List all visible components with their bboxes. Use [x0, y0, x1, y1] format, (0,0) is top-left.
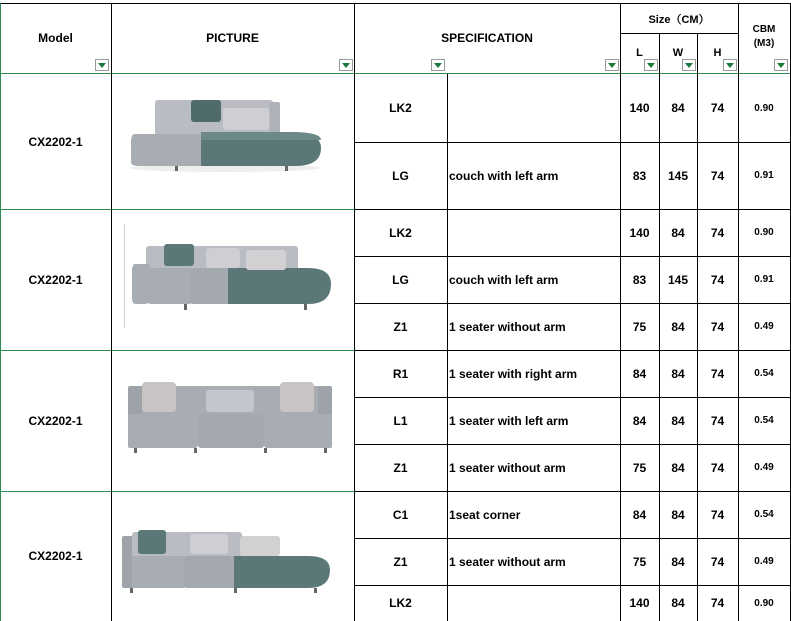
grid-line: [111, 3, 112, 621]
grid-line: [738, 3, 739, 621]
height-cell: 74: [710, 225, 725, 240]
filter-dropdown-l[interactable]: [644, 59, 658, 71]
header-model: Model: [38, 31, 73, 45]
cbm-cell: 0.91: [754, 170, 774, 181]
grid-accent-line: [0, 491, 354, 492]
part-code-cell: Z1: [393, 460, 408, 475]
grid-line: [354, 3, 355, 621]
height-cell: 74: [710, 507, 725, 522]
part-code-cell: C1: [392, 507, 409, 522]
grid-line: [659, 33, 660, 621]
header-h: H: [713, 47, 722, 59]
width-cell: 84: [671, 596, 685, 610]
length-cell: 84: [632, 507, 647, 522]
description-cell: 1 seater with right arm: [449, 366, 578, 381]
sofa-image-1: [125, 92, 325, 174]
cbm-cell: 0.49: [754, 321, 774, 332]
grid-line: [697, 33, 698, 621]
filter-dropdown-h[interactable]: [723, 59, 737, 71]
grid-accent-line: [0, 3, 1, 621]
header-picture: PICTURE: [206, 31, 259, 45]
cbm-cell: 0.54: [754, 415, 774, 426]
header-size: Size（CM）: [648, 14, 710, 26]
filter-dropdown-icon: [342, 63, 350, 68]
width-cell: 145: [667, 168, 689, 183]
grid-line: [620, 33, 738, 34]
grid-accent-line: [0, 73, 790, 74]
grid-line: [354, 397, 790, 398]
description-cell: [449, 585, 620, 621]
filter-dropdown-model[interactable]: [95, 59, 109, 71]
width-cell: 84: [671, 225, 685, 240]
width-cell: 84: [671, 507, 685, 522]
filter-dropdown-icon: [777, 63, 785, 68]
width-cell: 84: [671, 101, 685, 115]
model-cell: CX2202-1: [28, 549, 83, 563]
grid-line: [354, 350, 790, 351]
description-cell: couch with left arm: [449, 272, 559, 287]
description-cell: [449, 74, 620, 142]
width-cell: 84: [671, 366, 685, 381]
header-l: L: [636, 47, 643, 59]
picture-divider: [124, 224, 125, 328]
grid-line: [447, 74, 448, 621]
length-cell: 140: [629, 101, 650, 115]
part-code-cell: LK2: [389, 101, 412, 115]
height-cell: 74: [710, 101, 725, 115]
grid-line: [0, 3, 790, 4]
sofa-image-3: [124, 378, 336, 454]
description-cell: 1 seater with left arm: [449, 413, 569, 428]
header-specification: SPECIFICATION: [441, 31, 533, 45]
grid-line: [620, 3, 621, 621]
model-cell: CX2202-1: [28, 272, 83, 287]
filter-dropdown-specification[interactable]: [605, 59, 619, 71]
sofa-image-2: [128, 238, 333, 314]
grid-line: [354, 142, 790, 143]
cbm-cell: 0.54: [754, 509, 774, 520]
description-cell: couch with left arm: [449, 168, 559, 183]
height-cell: 74: [710, 460, 725, 475]
filter-dropdown-icon: [434, 63, 442, 68]
cbm-cell: 0.49: [754, 462, 774, 473]
filter-dropdown-code[interactable]: [431, 59, 445, 71]
filter-dropdown-icon: [685, 63, 693, 68]
height-cell: 74: [710, 554, 725, 569]
part-code-cell: Z1: [393, 554, 408, 569]
part-code-cell: LK2: [389, 596, 412, 610]
filter-dropdown-cbm[interactable]: [774, 59, 788, 71]
length-cell: 83: [632, 168, 647, 183]
filter-dropdown-icon: [726, 63, 734, 68]
length-cell: 75: [632, 554, 647, 569]
grid-accent-line: [0, 209, 354, 210]
filter-dropdown-icon: [608, 63, 616, 68]
sofa-image-4: [118, 526, 332, 594]
cbm-cell: 0.90: [754, 102, 774, 114]
grid-line: [354, 491, 790, 492]
height-cell: 74: [710, 272, 725, 287]
cbm-cell: 0.90: [754, 227, 774, 238]
length-cell: 140: [629, 596, 650, 610]
filter-dropdown-icon: [647, 63, 655, 68]
height-cell: 74: [710, 319, 725, 334]
width-cell: 84: [671, 554, 685, 569]
length-cell: 84: [632, 366, 647, 381]
cbm-cell: 0.91: [754, 274, 774, 285]
filter-dropdown-picture[interactable]: [339, 59, 353, 71]
height-cell: 74: [710, 596, 725, 610]
description-cell: 1 seater without arm: [449, 554, 566, 569]
header-cbm-unit: (M3): [753, 37, 775, 49]
filter-dropdown-w[interactable]: [682, 59, 696, 71]
part-code-cell: Z1: [393, 319, 408, 334]
height-cell: 74: [710, 366, 725, 381]
header-cbm: CBM: [752, 23, 776, 35]
grid-line: [354, 256, 790, 257]
grid-line: [354, 444, 790, 445]
width-cell: 84: [671, 413, 685, 428]
width-cell: 84: [671, 460, 685, 475]
description-cell: 1 seater without arm: [449, 460, 566, 475]
height-cell: 74: [710, 168, 725, 183]
header-w: W: [672, 47, 684, 59]
length-cell: 140: [629, 225, 650, 240]
description-cell: [449, 209, 620, 256]
model-cell: CX2202-1: [28, 413, 83, 428]
width-cell: 145: [667, 272, 689, 287]
cbm-cell: 0.54: [754, 368, 774, 379]
grid-line: [354, 209, 790, 210]
part-code-cell: LG: [392, 168, 409, 183]
cbm-cell: 0.49: [754, 556, 774, 567]
part-code-cell: LG: [392, 272, 409, 287]
length-cell: 75: [632, 460, 647, 475]
width-cell: 84: [671, 319, 685, 334]
height-cell: 74: [710, 413, 725, 428]
length-cell: 84: [632, 413, 647, 428]
grid-line: [354, 585, 790, 586]
length-cell: 75: [632, 319, 647, 334]
grid-line: [354, 303, 790, 304]
cbm-cell: 0.90: [754, 597, 774, 609]
description-cell: 1 seater without arm: [449, 319, 566, 334]
description-cell: 1seat corner: [449, 507, 521, 522]
grid-accent-line: [0, 350, 354, 351]
part-code-cell: L1: [393, 413, 408, 428]
grid-line: [354, 538, 790, 539]
part-code-cell: LK2: [389, 225, 412, 240]
part-code-cell: R1: [392, 366, 409, 381]
model-cell: CX2202-1: [28, 134, 83, 149]
length-cell: 83: [632, 272, 647, 287]
filter-dropdown-icon: [98, 63, 106, 68]
